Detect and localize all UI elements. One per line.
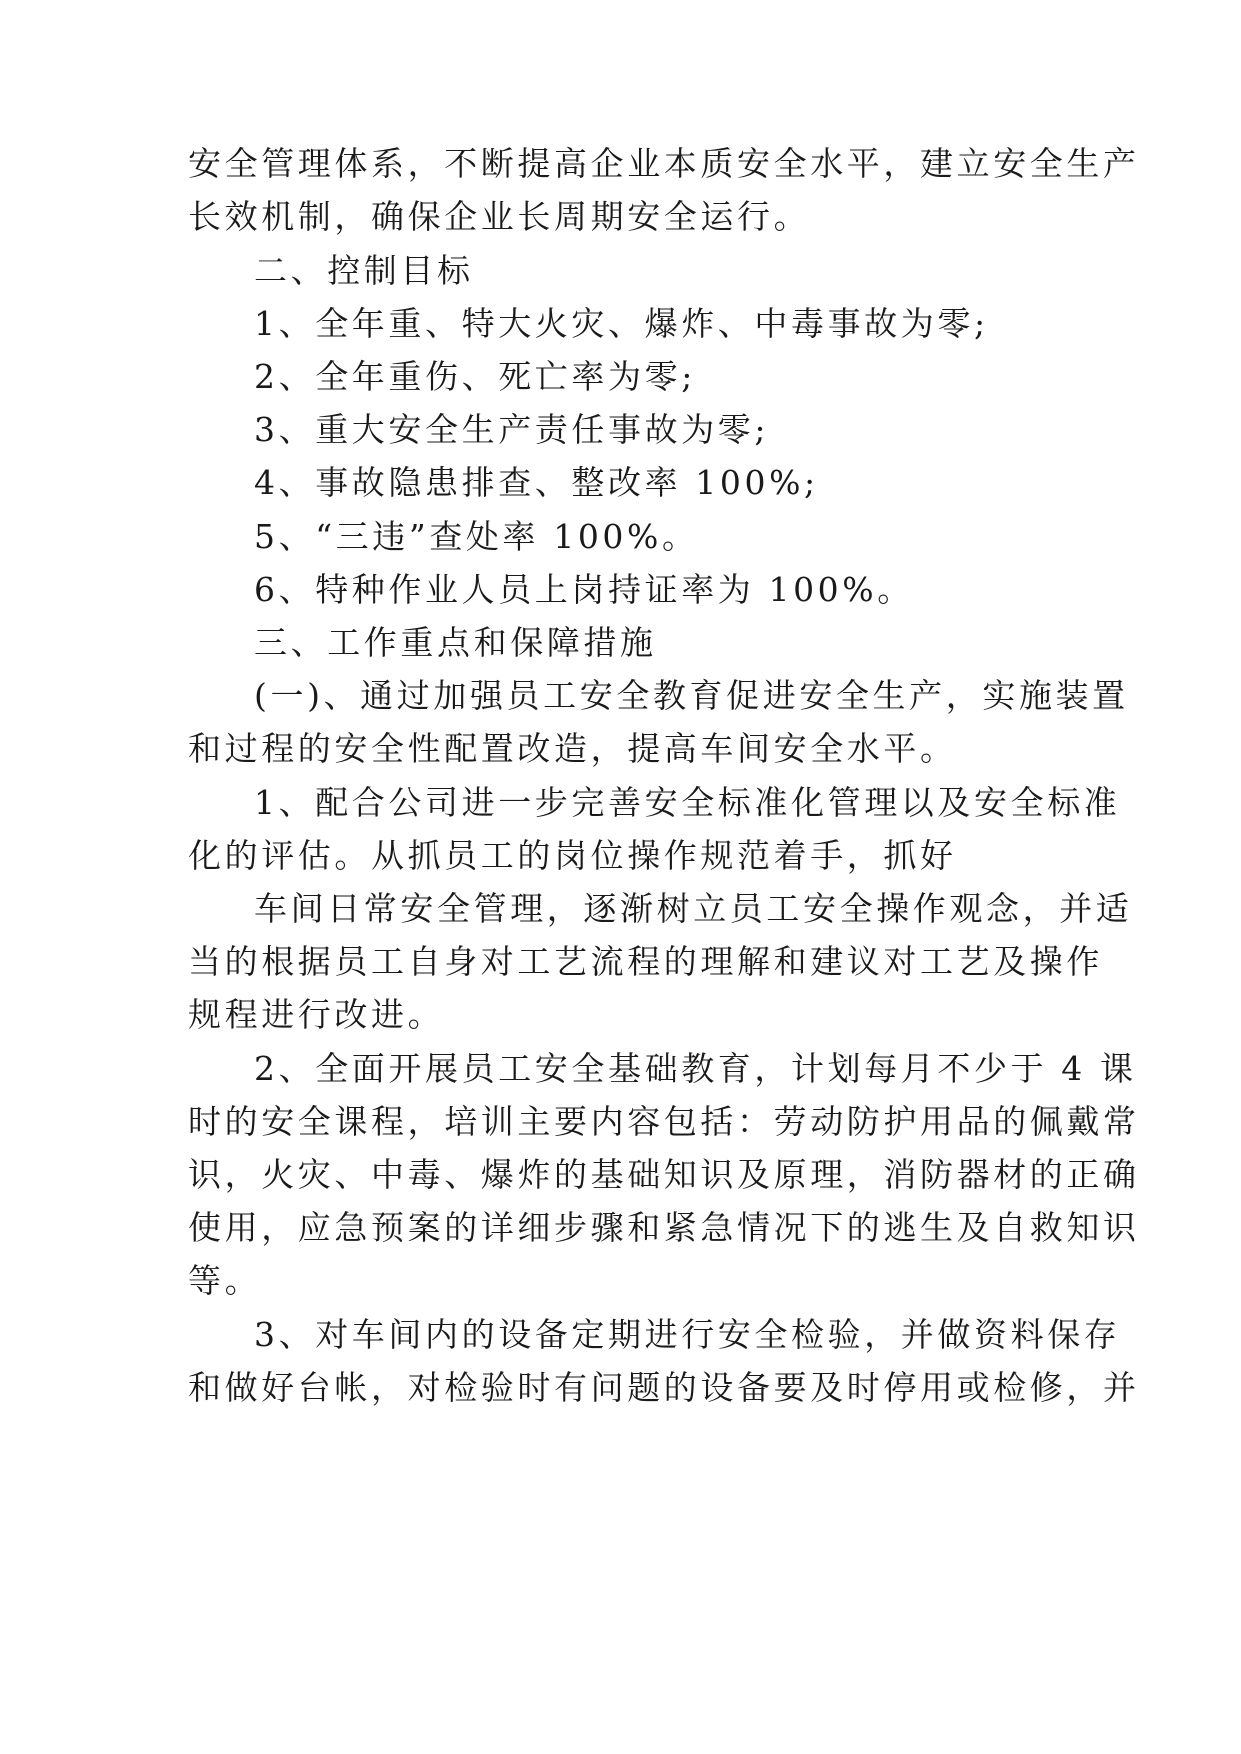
paragraph-line: 和过程的安全性配置改造，提高车间安全水平。 (188, 729, 957, 768)
paragraph-line: 和做好台帐，对检验时有问题的设备要及时停用或检修，并 (188, 1368, 1140, 1407)
section-heading: 二、控制目标 (254, 251, 474, 290)
paragraph-line: 时的安全课程，培训主要内容包括：劳动防护用品的佩戴常 (188, 1102, 1140, 1141)
paragraph-line: 安全管理体系，不断提高企业本质安全水平，建立安全生产 (188, 144, 1140, 183)
paragraph-line: 长效机制，确保企业长周期安全运行。 (188, 197, 811, 236)
paragraph-line: 3、对车间内的设备定期进行安全检验，并做资料保存 (254, 1315, 1121, 1354)
paragraph-line: 1、配合公司进一步完善安全标准化管理以及安全标准 (254, 783, 1121, 822)
list-item: 2、全年重伤、死亡率为零; (254, 357, 696, 396)
paragraph-line: 车间日常安全管理，逐渐树立员工安全操作观念，并适 (254, 889, 1133, 928)
list-item: 6、特种作业人员上岗持证率为 100%。 (254, 570, 914, 609)
paragraph-line: 识，火灾、中毒、爆炸的基础知识及原理，消防器材的正确 (188, 1155, 1140, 1194)
list-item: 5、“三违”查处率 100%。 (254, 517, 699, 556)
paragraph-line: 化的评估。从抓员工的岗位操作规范着手，抓好 (188, 836, 957, 875)
list-item: 3、重大安全生产责任事故为零; (254, 410, 770, 449)
paragraph-line: 等。 (188, 1261, 262, 1300)
paragraph-line: (一)、通过加强员工安全教育促进安全生产，实施装置 (254, 676, 1129, 715)
section-heading: 三、工作重点和保障措施 (254, 623, 657, 662)
paragraph-line: 当的根据员工自身对工艺流程的理解和建议对工艺及操作 (188, 942, 1103, 981)
list-item: 1、全年重、特大火灾、爆炸、中毒事故为零; (254, 304, 989, 343)
paragraph-line: 使用，应急预案的详细步骤和紧急情况下的逃生及自救知识 (188, 1208, 1140, 1247)
paragraph-line: 2、全面开展员工安全基础教育，计划每月不少于 4 课 (254, 1049, 1137, 1088)
paragraph-line: 规程进行改进。 (188, 995, 445, 1034)
list-item: 4、事故隐患排查、整改率 100%; (254, 463, 819, 502)
